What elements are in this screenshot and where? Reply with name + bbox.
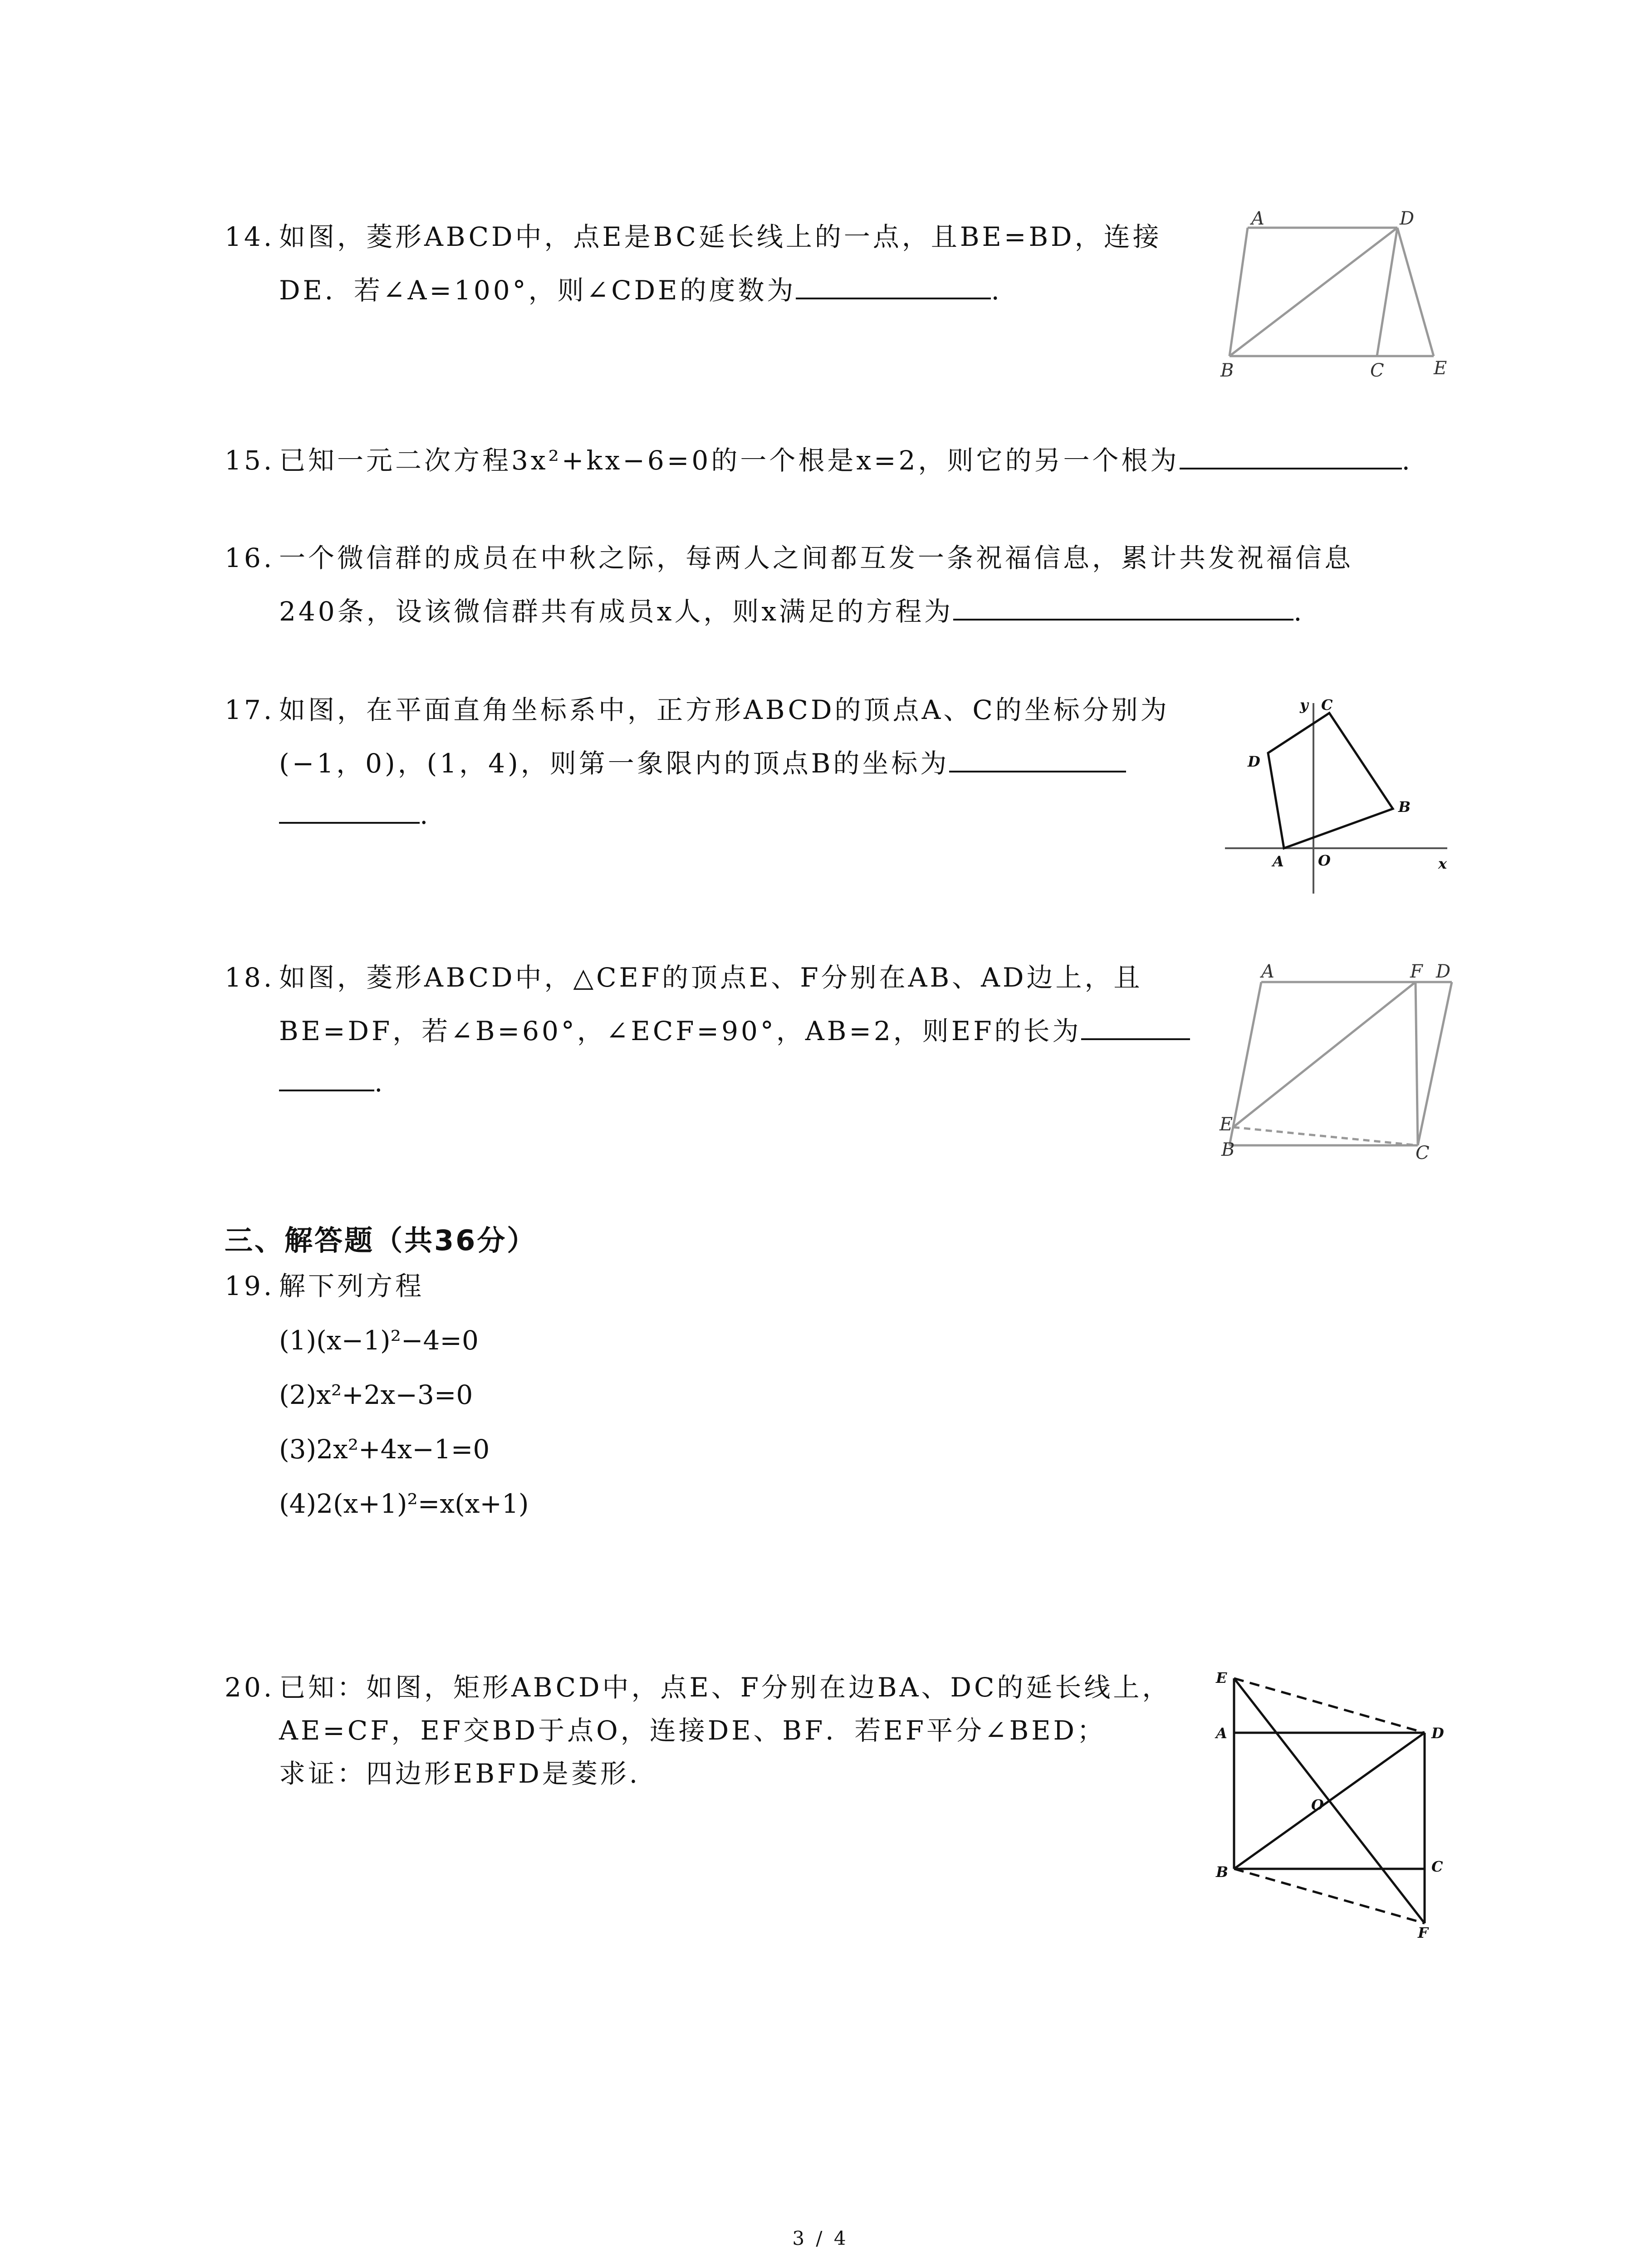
q17-label-x: x: [1438, 855, 1447, 872]
q20-text1: 已知：如图，矩形ABCD中，点E、F分别在边BA、DC的延长线上，: [279, 1672, 1171, 1703]
q17-label-y: y: [1300, 696, 1308, 714]
q17-number: 17.: [225, 694, 275, 725]
q17-line3: [279, 797, 431, 831]
q17-line2: [279, 745, 1126, 779]
q20-line2: [279, 1715, 1106, 1746]
q18-line1: [225, 962, 1143, 993]
q15-end: .: [1401, 445, 1413, 476]
q15-text1: 已知一元二次方程3x²+kx−6=0的一个根是x=2，则它的另一个根为: [279, 445, 1180, 476]
q20-line1: [225, 1672, 1171, 1703]
q14-text1: 如图，菱形ABCD中，点E是BC延长线上的一点，且BE=BD，连接: [279, 221, 1162, 252]
q17-label-A: A: [1273, 853, 1284, 870]
q20-figure: [1198, 1660, 1461, 1941]
q18-label-C: C: [1416, 1143, 1430, 1161]
q18-label-E: E: [1220, 1114, 1233, 1135]
q14-end: .: [991, 275, 1002, 306]
q18-label-F: F: [1410, 961, 1423, 982]
q18-label-A: A: [1261, 961, 1274, 982]
q15-answer-blank[interactable]: [1180, 442, 1402, 469]
q17-label-O: O: [1318, 852, 1331, 869]
section-heading: 三、解答题（共36分）: [225, 1224, 537, 1257]
q17-answer-blank-2[interactable]: [279, 797, 420, 824]
q17-label-D: D: [1248, 753, 1260, 770]
q14-label-D: D: [1400, 208, 1415, 229]
q18-label-D: D: [1436, 961, 1451, 982]
q20-number: 20.: [225, 1672, 275, 1703]
q14-text2: DE．若∠A=100°，则∠CDE的度数为: [279, 275, 796, 306]
q20-label-E: E: [1216, 1669, 1227, 1686]
q17-end: .: [420, 799, 431, 830]
q18-end: .: [374, 1067, 386, 1098]
q20-label-C: C: [1431, 1858, 1443, 1875]
q18-answer-blank-2[interactable]: [279, 1064, 374, 1091]
q18-number: 18.: [225, 962, 275, 993]
q20-label-B: B: [1216, 1863, 1229, 1881]
q20-text2: AE=CF，EF交BD于点O，连接DE、BF．若EF平分∠BED；: [279, 1715, 1107, 1746]
q16-number: 16.: [225, 543, 275, 573]
q20-label-O: O: [1311, 1796, 1324, 1813]
q19-item-1: (1)(x−1)²−4=0: [279, 1325, 479, 1356]
q19-item-2: (2)x²+2x−3=0: [279, 1379, 473, 1410]
q17-text1: 如图，在平面直角坐标系中，正方形ABCD的顶点A、C的坐标分别为: [279, 694, 1170, 725]
q14-line2: [279, 272, 1002, 306]
q14-line1: [225, 221, 1162, 253]
q18-line2: [279, 1013, 1190, 1047]
q16-line1: [225, 542, 1353, 574]
q17-answer-blank-1[interactable]: [949, 745, 1126, 772]
q19-number: 19.: [225, 1271, 275, 1301]
q20-label-A: A: [1216, 1725, 1227, 1742]
q20-text3: 求证：四边形EBFD是菱形.: [279, 1758, 641, 1789]
q14-label-E: E: [1434, 358, 1447, 379]
q16-answer-blank[interactable]: [953, 593, 1293, 621]
q19-item-3: (3)2x²+4x−1=0: [279, 1434, 490, 1465]
q14-answer-blank[interactable]: [796, 272, 991, 299]
q20-label-D: D: [1431, 1725, 1444, 1742]
q20-label-F: F: [1418, 1924, 1428, 1941]
q18-text1: 如图，菱形ABCD中，△CEF的顶点E、F分别在AB、AD边上，且: [279, 962, 1143, 993]
q16-end: .: [1293, 596, 1305, 627]
q18-text2: BE=DF，若∠B=60°，∠ECF=90°，AB=2，则EF的长为: [279, 1016, 1082, 1046]
q18-figure: [1211, 953, 1470, 1161]
q14-number: 14.: [225, 221, 275, 252]
q16-text2: 240条，设该微信群共有成员x人，则x满足的方程为: [279, 596, 954, 627]
q14-label-B: B: [1220, 360, 1234, 381]
q17-line1: [225, 694, 1170, 726]
q14-label-C: C: [1370, 360, 1384, 381]
q16-text1: 一个微信群的成员在中秋之际，每两人之间都互发一条祝福信息，累计共发祝福信息: [279, 543, 1354, 573]
q18-line3: [279, 1064, 385, 1098]
q20-line3: [279, 1758, 640, 1789]
q15-line1: [225, 442, 1413, 476]
q14-figure: [1216, 206, 1461, 388]
q16-line2: [279, 593, 1305, 627]
q19-item-4: (4)2(x+1)²=x(x+1): [279, 1488, 529, 1519]
q18-label-B: B: [1221, 1139, 1235, 1160]
q19-line1: [225, 1270, 424, 1302]
q14-label-A: A: [1251, 208, 1264, 229]
q17-figure: [1202, 689, 1456, 898]
q18-answer-blank-1[interactable]: [1081, 1013, 1190, 1040]
q17-label-C: C: [1321, 696, 1333, 714]
q17-label-B: B: [1398, 798, 1411, 816]
q19-title: 解下列方程: [279, 1271, 425, 1301]
page-number: 3 / 4: [792, 2227, 849, 2249]
q17-text2: (−1，0)，(1，4)，则第一象限内的顶点B的坐标为: [279, 748, 950, 779]
q15-number: 15.: [225, 445, 275, 476]
